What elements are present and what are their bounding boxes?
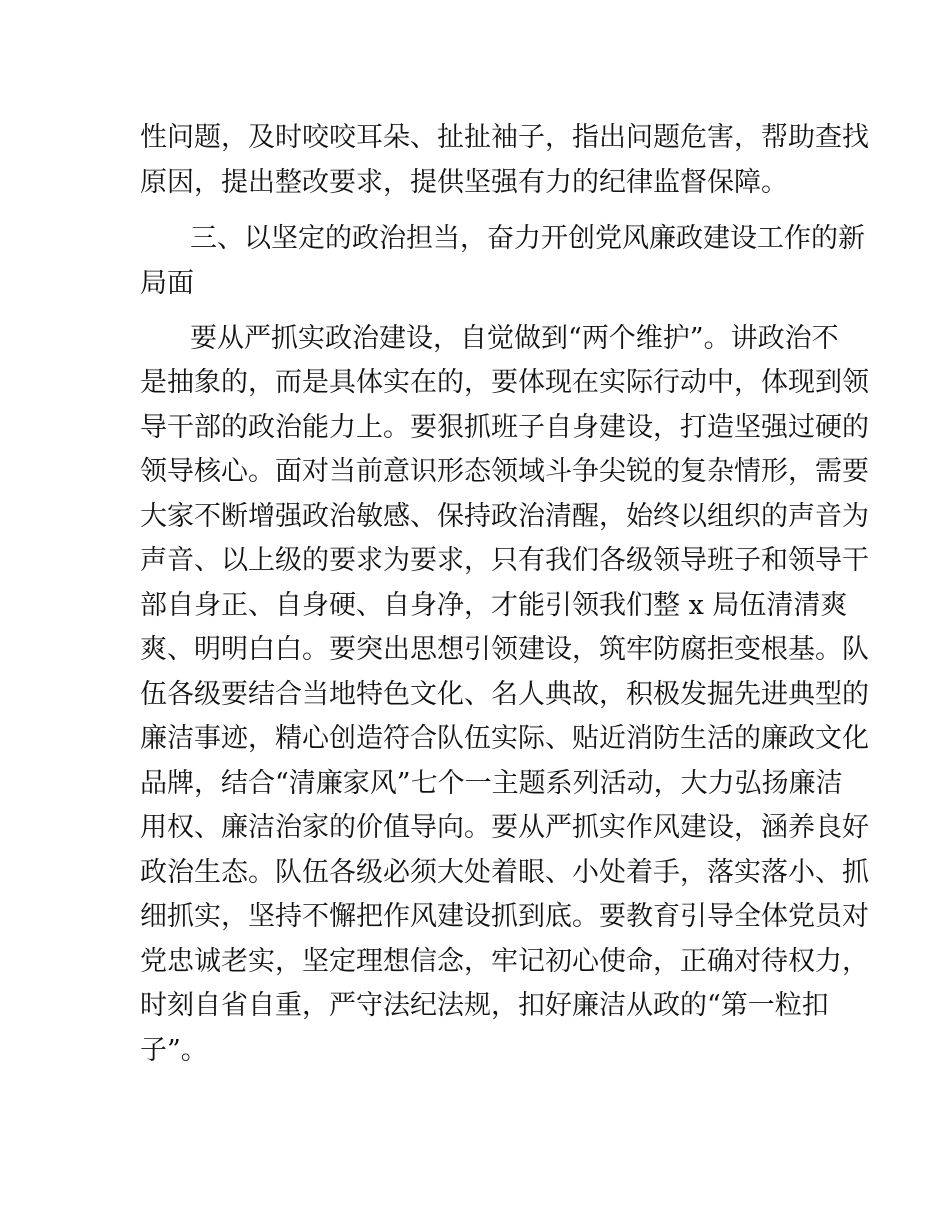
text-line: 原因，提出整改要求，提供坚强有力的纪律监督保障。 <box>140 167 788 198</box>
section-heading: 三、以坚定的政治担当，奋力开创党风廉政建设工作的新 <box>190 223 865 254</box>
text-line: 政治生态。队伍各级必须大处着眼、小处着手，落实落小、抓 <box>140 857 869 888</box>
text-line: 要从严抓实政治建设，自觉做到“两个维护”。讲政治不 <box>190 323 839 354</box>
text-line: 爽、明明白白。要突出思想引领建设，筑牢防腐拒变根基。队 <box>140 634 869 665</box>
text-line: 声音、以上级的要求为要求，只有我们各级领导班子和领导干 <box>140 545 869 576</box>
text-line: 党忠诚老实，坚定理想信念，牢记初心使命，正确对待权力， <box>140 946 869 977</box>
section-heading: 局面 <box>140 268 194 299</box>
text-line: 伍各级要结合当地特色文化、名人典故，积极发掘先进典型的 <box>140 679 869 710</box>
text-line: 时刻自省自重，严守法纪法规，扣好廉洁从政的“第一粒扣 <box>140 990 829 1021</box>
text-line: 用权、廉洁治家的价值导向。要从严抓实作风建设，涵养良好 <box>140 812 869 843</box>
text-line: 品牌，结合“清廉家风”七个一主题系列活动，大力弘扬廉洁 <box>140 768 843 799</box>
text-line: 领导核心。面对当前意识形态领域斗争尖锐的复杂情形，需要 <box>140 456 869 487</box>
text-line: 大家不断增强政治敏感、保持政治清醒，始终以组织的声音为 <box>140 501 869 532</box>
text-line: 部自身正、自身硬、自身净，才能引领我们整 x 局伍清清爽 <box>140 590 848 621</box>
text-line: 细抓实，坚持不懈把作风建设抓到底。要教育引导全体党员对 <box>140 901 869 932</box>
text-line: 廉洁事迹，精心创造符合队伍实际、贴近消防生活的廉政文化 <box>140 723 869 754</box>
text-line: 子”。 <box>140 1035 208 1066</box>
text-line: 导干部的政治能力上。要狠抓班子自身建设，打造坚强过硬的 <box>140 412 869 443</box>
text-line: 性问题，及时咬咬耳朵、扯扯袖子，指出问题危害，帮助查找 <box>140 122 869 153</box>
text-line: 是抽象的，而是具体实在的，要体现在实际行动中，体现到领 <box>140 367 869 398</box>
